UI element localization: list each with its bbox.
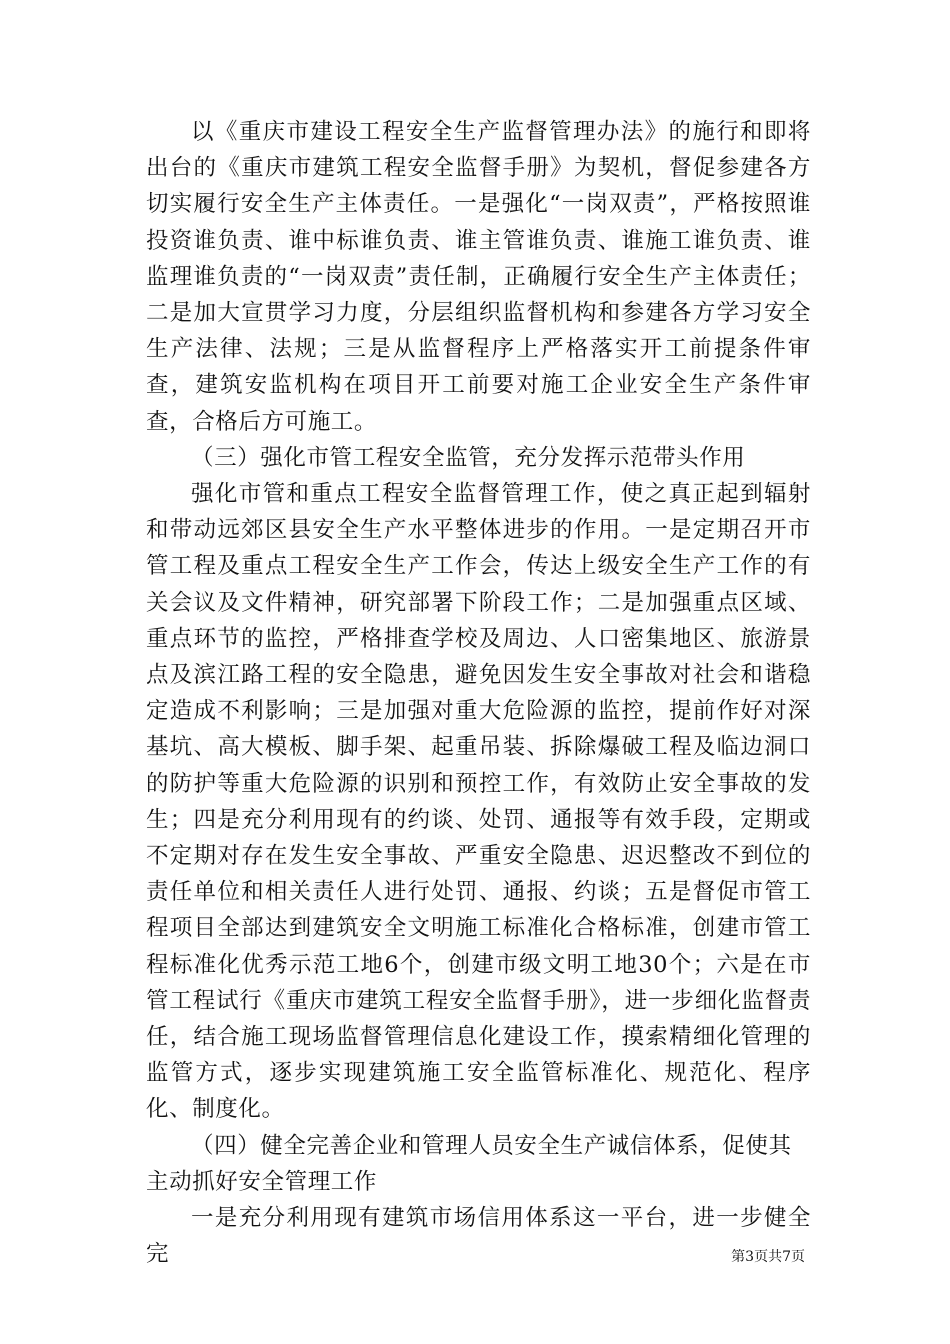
section-heading-3: （三）强化市管工程安全监管，充分发挥示范带头作用 xyxy=(191,444,746,471)
document-body xyxy=(146,114,811,1273)
page-number: 第3页共7页 xyxy=(731,1249,805,1265)
paragraph-credit-system: 一是充分利用现有建筑市场信用体系这一平台，进一步健全完 xyxy=(146,1205,811,1268)
paragraph-safety-responsibility: 以《重庆市建设工程安全生产监督管理办法》的施行和即将出台的《重庆市建筑工程安全监督手册》为契机，督促参建各方切实履行安全生产主体责任。一是强化“一岗双责”，严格按照谁投资谁负责、谁中标谁负责、谁主管谁负责、谁施工谁负责、谁监理谁负责的“一岗双责”责任制，正确履行安全生产主体责任；二是加大宣贯学习力度，分层组织监督机构和参建各方学习安全生产法律、法规；三是从监督程序上严格落实开工前提条件审查，建筑安监机构在项目开工前要对施工企业安全生产条件审查，合格后方可施工。 xyxy=(146,119,811,435)
paragraph-city-project-supervision: 强化市管和重点工程安全监督管理工作，使之真正起到辐射和带动远郊区县安全生产水平整体进步的作用。一是定期召开市管工程及重点工程安全生产工作会，传达上级安全生产工作的有关会议及文件精神，研究部署下阶段工作；二是加强重点区域、重点环节的监控，严格排查学校及周边、人口密集地区、旅游景点及滨江路工程的安全隐患，避免因发生安全事故对社会和谐稳定造成不利影响；三是加强对重大危险源的监控，提前作好对深基坑、高大模板、脚手架、起重吊装、拆除爆破工程及临边洞口的防护等重大危险源的识别和预控工作，有效防止安全事故的发生；四是充分利用现有的约谈、处罚、通报等有效手段，定期或不定期对存在发生安全事故、严重安全隐患、迟迟整改不到位的责任单位和相关责任人进行处罚、通报、约谈；五是督促市管工程项目全部达到建筑安全文明施工标准化合格标准，创建市管工程标准化优秀示范工地6个，创建市级文明工地30个；六是在市管工程试行《重庆市建筑工程安全监督手册》，进一步细化监督责任，结合施工现场监督管理信息化建设工作，摸索精细化管理的监管方式，逐步实现建筑施工安全监管标准化、规范化、程序化、制度化。 xyxy=(146,481,811,1123)
section-heading-4: （四）健全完善企业和管理人员安全生产诚信体系，促使其主动抓好安全管理工作 xyxy=(146,1132,792,1195)
